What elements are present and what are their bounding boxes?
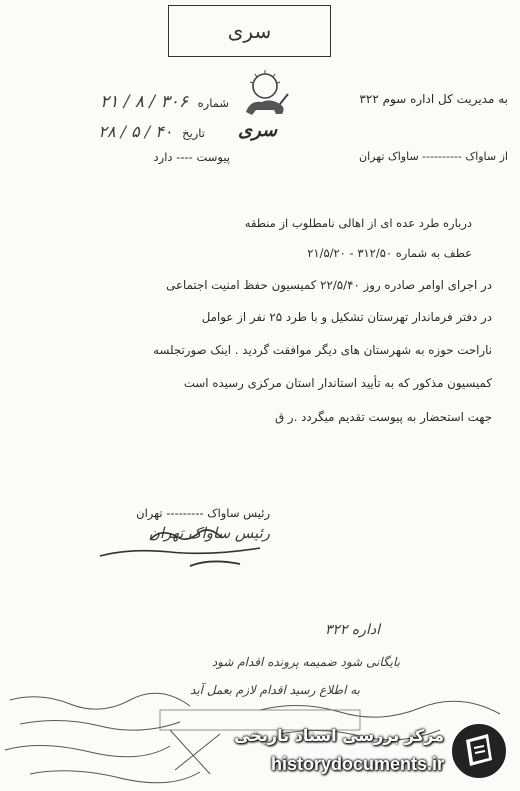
attachment-row: پیوست ---- دارد bbox=[153, 150, 230, 164]
subject-line: درباره طرد عده ای از اهالی نامطلوب از منطقه bbox=[244, 216, 472, 230]
body-line: در اجرای اوامر صادره روز ۲۲/۵/۴۰ کمیسیون حفظ امنیت اجتماعی bbox=[166, 278, 492, 292]
watermark bbox=[224, 718, 514, 786]
signature-name: رئیس ساواک تهران bbox=[148, 524, 270, 542]
number-row bbox=[14, 92, 229, 112]
addressee-line: به مدیریت کل اداره سوم ۳۲۲ bbox=[359, 92, 508, 106]
watermark-org-name: مرکز بررسی اسناد تاریخی bbox=[234, 726, 444, 745]
body-line: کمیسیون مذکور که به تأیید استاندار استان مرکزی رسیده است bbox=[183, 376, 492, 390]
watermark-logo-icon bbox=[448, 720, 510, 782]
handwritten-signature bbox=[90, 518, 270, 578]
classification-stamp bbox=[168, 5, 331, 57]
annotation-line: به اطلاع رسید اقدام لازم بعمل آید bbox=[190, 683, 360, 697]
number-label: شماره bbox=[197, 96, 229, 110]
date-value: ۴۰ / ۵ / ۲۸ bbox=[98, 122, 173, 141]
number-value: ۳۰۶ / ۸ / ۲۱ bbox=[100, 92, 188, 112]
annotation-line: اداره ۳۲۲ bbox=[324, 622, 380, 638]
date-row bbox=[30, 122, 205, 141]
lion-and-sun-emblem bbox=[236, 68, 294, 120]
watermark-site: historydocuments.ir bbox=[270, 754, 444, 774]
classification-label: سری bbox=[227, 19, 272, 43]
annotation-line: بایگانی شود ضمیمه پرونده اقدام شود bbox=[211, 655, 400, 669]
body-line: ناراحت حوزه به شهرستان های دیگر موافقت گردید . اینک صورتجلسه bbox=[153, 343, 492, 357]
secret-handstamp: سری bbox=[238, 120, 278, 141]
date-label: تاریخ bbox=[182, 126, 205, 140]
sender-line: از ساواک ---------- ساواک تهران bbox=[359, 150, 508, 163]
reference-line: عطف به شماره ۳۱۲/۵۰ - ۲۱/۵/۲۰ bbox=[307, 246, 472, 260]
body-line: در دفتر فرماندار تهرستان تشکیل و با طرد ۲۵ نفر از عوامل bbox=[201, 310, 492, 324]
signature-title: رئیس ساواک --------- تهران bbox=[136, 506, 270, 520]
body-line: جهت استحضار به پیوست تقدیم میگردد .ر ق bbox=[274, 410, 492, 424]
